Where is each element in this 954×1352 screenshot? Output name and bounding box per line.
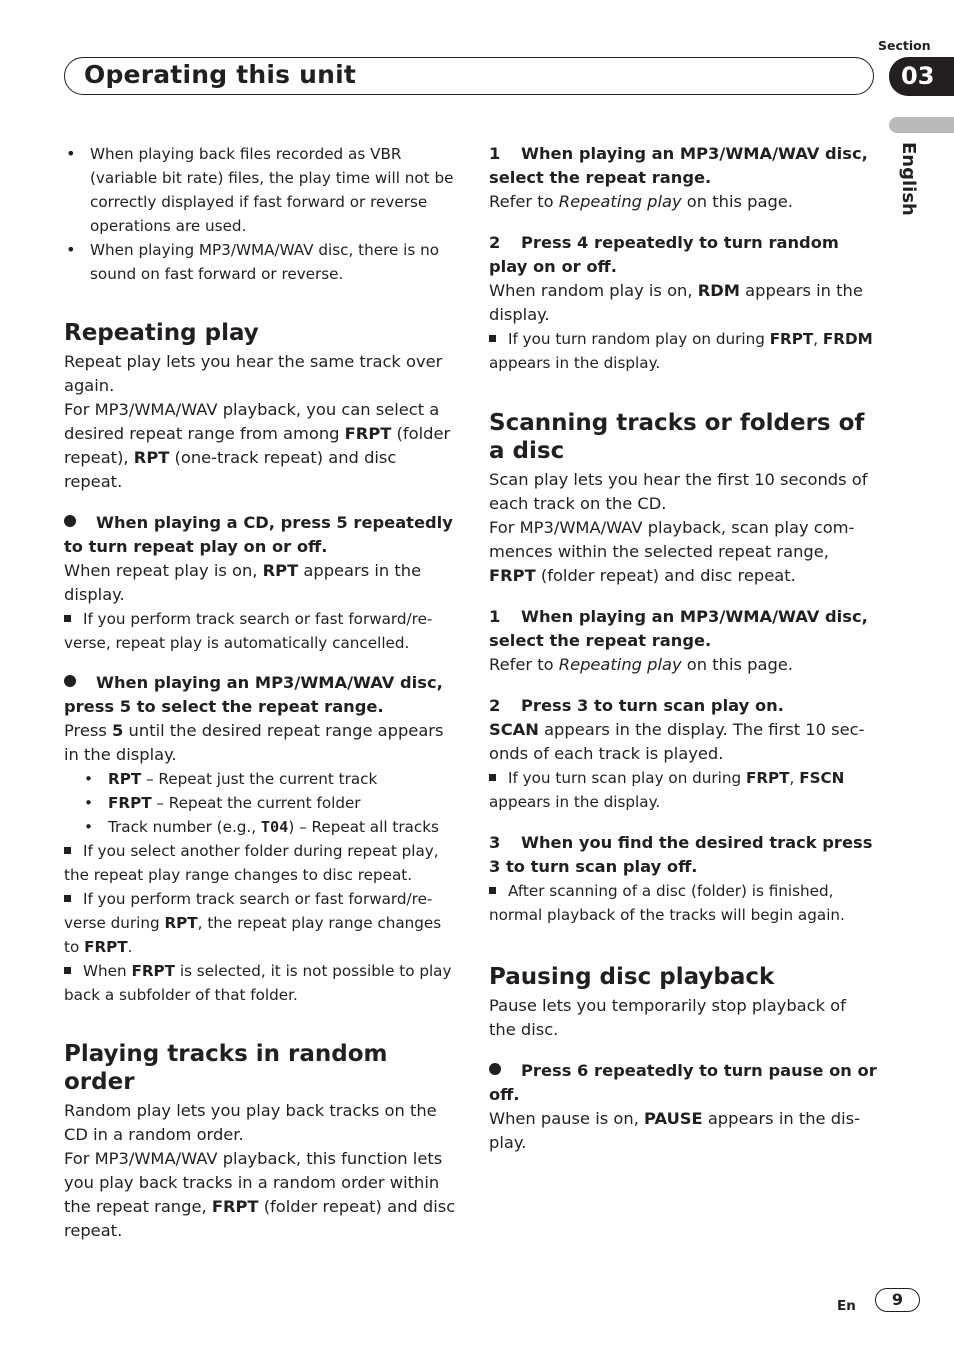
paragraph: Scan play lets you hear the first 10 seconds of each track on the CD. — [489, 470, 868, 513]
intro-bullet: • When playing back files recorded as VBR (variable bit rate) files, the play time will not be correctly displayed if fast forward or reverse operations are used. — [66, 144, 454, 235]
paragraph: Repeat play lets you hear the same track over again. — [64, 352, 443, 395]
language-tab — [889, 117, 954, 133]
note: If you turn scan play on during FRPT, FSCN appears in the display. — [489, 769, 845, 811]
paragraph: Press 5 until the desired repeat range appears in the display. — [64, 721, 444, 764]
note: After scanning of a disc (folder) is finished, normal playback of the tracks will begin again. — [489, 882, 845, 924]
scan-heading: Scanning tracks or folders of a disc — [489, 410, 865, 464]
scan-step-3: 3 When you find the desired track press 3 to turn scan play off. — [489, 833, 873, 876]
paragraph: Refer to Repeating play on this page. — [489, 192, 793, 211]
paragraph: When pause is on, PAUSE appears in the dis-play. — [489, 1109, 860, 1152]
note: If you turn random play on during FRPT, FRDM appears in the display. — [489, 330, 873, 372]
cd-repeat-step: When playing a CD, press 5 repeatedly to turn repeat play on or off. — [64, 513, 453, 556]
note: When FRPT is selected, it is not possible to play back a subfolder of that folder. — [64, 962, 452, 1004]
bullet-dot-icon — [489, 1063, 501, 1075]
paragraph: For MP3/WMA/WAV playback, scan play com-mences within the selected repeat range, FRPT (folder repeat) and disc repeat. — [489, 518, 855, 585]
paragraph: When repeat play is on, RPT appears in the display. — [64, 561, 422, 604]
right-column — [489, 142, 877, 1155]
section-number-badge: 03 — [889, 57, 954, 96]
random-play-heading: Playing tracks in random order — [64, 1041, 388, 1095]
note: If you select another folder during repeat play, the repeat play range changes to disc repeat. — [64, 842, 439, 884]
note-square-icon — [489, 887, 496, 894]
section-label: Section — [878, 38, 931, 53]
note-square-icon — [64, 847, 71, 854]
random-step-2: 2 Press 4 repeatedly to turn random play on or off. — [489, 233, 839, 276]
scan-step-1: 1 When playing an MP3/WMA/WAV disc, select the repeat range. — [489, 607, 868, 650]
range-item: • FRPT – Repeat the current folder — [84, 794, 361, 812]
random-step-1: 1 When playing an MP3/WMA/WAV disc, select the repeat range. — [489, 144, 868, 187]
intro-bullet: • When playing MP3/WMA/WAV disc, there is no sound on fast forward or reverse. — [66, 240, 440, 283]
note-square-icon — [64, 967, 71, 974]
range-item: • Track number (e.g., T04) – Repeat all tracks — [84, 818, 439, 836]
paragraph: When random play is on, RDM appears in the display. — [489, 281, 863, 324]
bullet-dot-icon — [64, 675, 76, 687]
paragraph: Random play lets you play back tracks on the CD in a random order. — [64, 1101, 437, 1144]
language-label: English — [898, 142, 919, 216]
paragraph: Refer to Repeating play on this page. — [489, 655, 793, 674]
range-item: • RPT – Repeat just the current track — [84, 770, 378, 788]
note: If you perform track search or fast forward/re-verse, repeat play is automatically cancelled. — [64, 610, 433, 652]
paragraph: SCAN appears in the display. The first 10 sec-onds of each track is played. — [489, 720, 865, 763]
bullet-dot-icon — [64, 515, 76, 527]
note-square-icon — [489, 774, 496, 781]
footer-language-code: En — [837, 1298, 856, 1314]
pause-heading: Pausing disc playback — [489, 964, 775, 990]
page-title: Operating this unit — [84, 60, 357, 89]
paragraph: For MP3/WMA/WAV playback, this function lets you play back tracks in a random order within the repeat range, FRPT (folder repeat) and disc repeat. — [64, 1149, 456, 1240]
note-square-icon — [64, 615, 71, 622]
note-square-icon — [489, 335, 496, 342]
scan-step-2: 2 Press 3 to turn scan play on. — [489, 696, 784, 715]
note: If you perform track search or fast forward/re-verse during RPT, the repeat play range changes to FRPT. — [64, 890, 442, 956]
paragraph: For MP3/WMA/WAV playback, you can select a desired repeat range from among FRPT (folder repeat), RPT (one-track repeat) and disc repeat. — [64, 400, 451, 491]
paragraph: Pause lets you temporarily stop playback of the disc. — [489, 996, 846, 1039]
note-square-icon — [64, 895, 71, 902]
repeating-play-heading: Repeating play — [64, 320, 259, 346]
page-number: 9 — [875, 1288, 920, 1312]
pause-step: Press 6 repeatedly to turn pause on or off. — [489, 1061, 877, 1104]
left-column — [64, 142, 456, 1243]
mp3-repeat-step: When playing an MP3/WMA/WAV disc, press 5 to select the repeat range. — [64, 673, 443, 716]
